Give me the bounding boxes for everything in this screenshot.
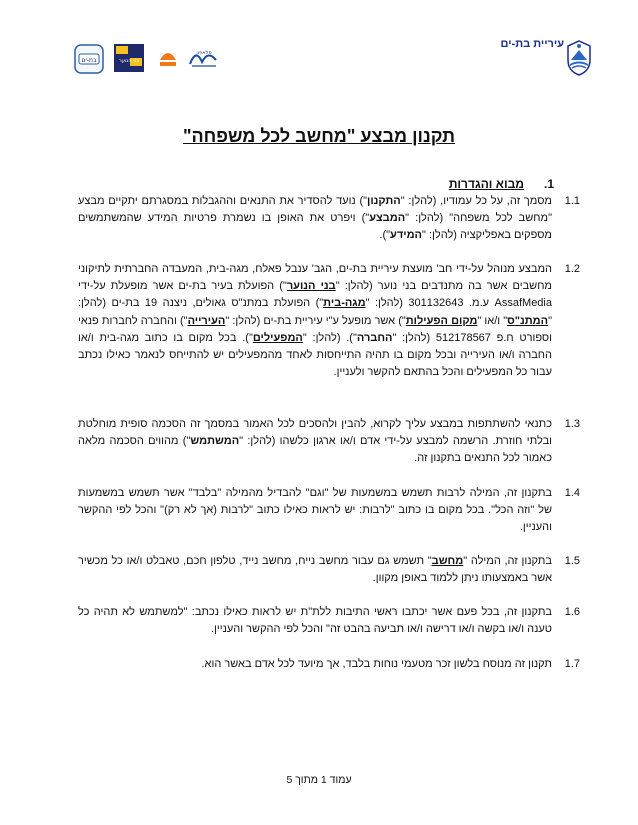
city-crest-icon [566, 40, 592, 76]
partner-logo [186, 44, 222, 70]
clause [78, 604, 580, 638]
section-heading [449, 177, 554, 191]
clause-number: 1.3 [564, 418, 580, 430]
page-footer: עמוד 1 מתוך 5 [286, 774, 352, 786]
sponsor-logos [74, 44, 234, 74]
clause [78, 193, 580, 245]
clause-number: 1.5 [564, 555, 580, 567]
clause-number: 1.2 [564, 263, 580, 275]
clause-number: 1.6 [564, 606, 580, 618]
clause-text: תקנון זה מנוסח בלשון זכר מטעמי נוחות בלבד, אך מיועד לכל אדם באשר הוא. [201, 658, 552, 670]
clause-text: בתקנון זה, המילה "מחשב" תשמש גם עבור מחשב נייח, מחשב נייד, טלפון חכם, טאבלט ו/או כל מכשיר אשר באמצעותו ניתן ללמוד באופן מקוון. [78, 555, 552, 585]
clause [78, 553, 580, 587]
section-title: מבוא והגדרות [448, 177, 524, 191]
city-council-logo [74, 44, 104, 74]
clause-text: כתנאי להשתתפות במבצע עליך לקרוא, להבין ולהסכים לכל האמור במסמך זה הסכמה סופית מוחלטת ובלתי חוזרת. הרשמה למבצע על-ידי אדם ו/או ארגון כלשהו (להלן: "המשתמש") מהווים הסכמה מלאה כאמור לכל התנאים בתקנון זה. [78, 418, 553, 465]
clause [78, 485, 580, 537]
partner-logo-text: פלאפון [196, 50, 212, 56]
city-council-logo-text: בת-ים [81, 57, 97, 64]
document-title: תקנון מבצע "מחשב לכל משפחה" [182, 126, 456, 146]
clause-number: 1.4 [564, 487, 580, 499]
clause-text: בתקנון זה, המילה לרבות תשמש במשמעות של "וגם" להבדיל מהמילה "בלבד" אשר תשמש במשמעות של "וזה הכל". בכל מקום בו כתוב "לרבות: יש לראות כאילו כתוב "לרבות (אך לא רק)" והכל לפי ההקשר והעניין. [78, 487, 552, 534]
orange-logo [156, 44, 180, 70]
clause-number: 1.1 [564, 195, 580, 207]
youth-logo [114, 44, 144, 72]
youth-logo-text: בני הנוער [118, 58, 140, 64]
clause [78, 416, 580, 468]
section-number: 1. [543, 177, 554, 191]
clause [78, 656, 580, 673]
clause [78, 261, 580, 381]
clause-text: בתקנון זה, בכל פעם אשר יכתבו ראשי התיבות ללת"ת יש לראות כאילו נכתב: "למשתמש לא תהיה כל טענה ו/או בקשה ו/או דרישה ו/או תביעה בהבט זה" והכל לפי ההקשר והעניין. [78, 606, 552, 636]
clause-number: 1.7 [564, 658, 580, 670]
clause-text: מסמך זה, על כל עמודיו, (להלן: "התקנון") נועד להסדיר את התנאים וההגבלות במסגרתם יתקיים מבצע "מחשב לכל משפחה" (להלן: "המבצע") ויפרט את האופן בו נשמרת פרטיות המידע שהמשתמשים מספקים באפליקציה (להלן: "המידע"). [78, 195, 552, 242]
city-name: עיריית בת-ים [500, 38, 564, 50]
clause-text: המבצע מנוהל על-ידי חב' מועצת עיריית בת-ים, הגב' ענבל פאלח, מגה-בית, המעבדה החברתית לתיקוני מחשבים אשר בה מתנדבים בני נוער (להלן: "בני הנוער") הפועלת בעיר בת-ים אשר מופעלת על-ידי AssafMedia ע.מ. 301132643 (להלן: "מגה-בית") הפועלת במתנ"ס גאולים, ניצנה 19 בת-ים (להלן: "המתנ"ס" ו/או "מקום הפעילות") אשר מופעל ע"י עיריית בת-ים (להלן: "העירייה") והחברה לחברות פנאי וספורט ח.פ 512178567 (להלן: "החברה"). (להלן: "המפעילים"). בכל מקום בו כתוב מגה-בית ו/או החברה ו/או העירייה ובכל מקום בו תהיה התייחסות לאחד מהמפעילים יש להתייחס לנאמר כאילו נכתב עבור כל המפעילים והכל בהתאם להקשר ולעניין. [78, 263, 552, 379]
